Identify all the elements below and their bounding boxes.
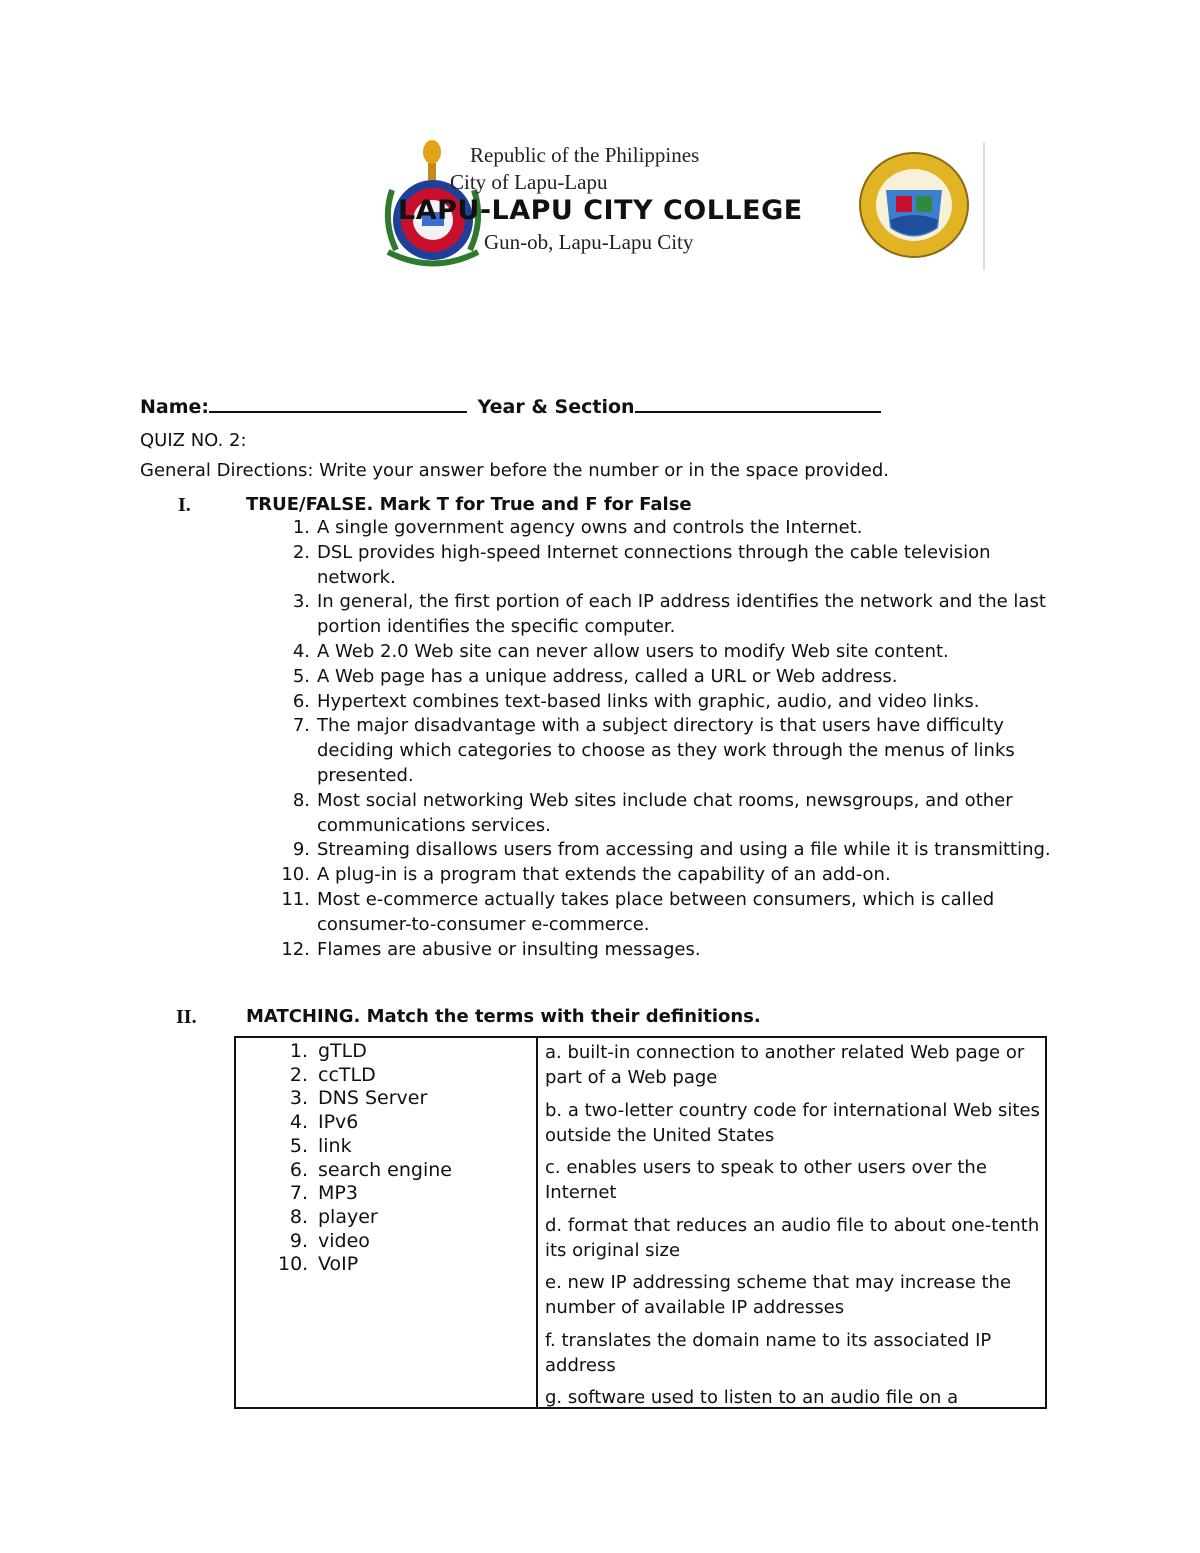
list-item: 8. player — [289, 1205, 378, 1228]
section1-numeral: I. — [178, 494, 191, 516]
list-item: 4. A Web 2.0 Web site can never allow users to modify Web site content. — [292, 640, 949, 662]
list-item: 1. A single government agency owns and controls the Internet. — [292, 517, 863, 538]
definition-item: d. format that reduces an audio file to about one-tenth its original size — [545, 1214, 1040, 1261]
header-divider — [983, 142, 985, 270]
definition-item: g. software used to listen to an audio file on a — [545, 1387, 959, 1408]
definition-item: b. a two-letter country code for international Web sites outside the United States — [545, 1099, 1040, 1146]
list-item: 6. Hypertext combines text-based links with graphic, audio, and video links. — [292, 690, 980, 712]
list-item: 4. IPv6 — [289, 1111, 359, 1134]
section2-title: MATCHING. Match the terms with their definitions. — [246, 1006, 761, 1027]
list-item: 5. A Web page has a unique address, called a URL or Web address. — [292, 665, 898, 687]
list-item: 5. link — [289, 1134, 352, 1157]
name-label: Name: — [140, 396, 210, 418]
section-blank[interactable] — [635, 395, 881, 413]
list-item: 8. Most social networking Web sites include chat rooms, newsgroups, and other communications services. — [292, 789, 1013, 836]
matching-table-divider — [536, 1037, 538, 1408]
list-item: 12. Flames are abusive or insulting messages. — [281, 938, 701, 960]
matching-definitions-list — [545, 1040, 1040, 1418]
city-seal — [856, 150, 972, 260]
city-line: City of Lapu-Lapu — [450, 170, 608, 194]
definition-item: a. built-in connection to another related Web page or part of a Web page — [545, 1042, 1025, 1088]
definition-item: e. new IP addressing scheme that may increase the number of available IP addresses — [545, 1272, 1012, 1318]
college-name: LAPU-LAPU CITY COLLEGE — [398, 195, 803, 226]
name-field-row — [140, 395, 881, 418]
definition-item: c. enables users to speak to other users over the Internet — [545, 1157, 987, 1203]
general-directions: General Directions: Write your answer before the number or in the space provided. — [140, 460, 889, 481]
section2-numeral: II. — [176, 1006, 197, 1028]
matching-terms-list — [278, 1040, 452, 1277]
list-item: 7. The major disadvantage with a subject directory is that users have difficulty deciding which categories to choose as they work through the menus of links presented. — [292, 715, 1015, 786]
list-item: 9. video — [289, 1229, 370, 1252]
address-line: Gun-ob, Lapu-Lapu City — [484, 230, 694, 254]
list-item: 3. DNS Server — [289, 1087, 428, 1110]
list-item: 2. DSL provides high-speed Internet connections through the cable television network. — [292, 541, 991, 588]
name-blank[interactable] — [209, 395, 467, 413]
section-label: Year & Section — [477, 396, 635, 418]
quiz-title: QUIZ NO. 2: — [140, 430, 247, 451]
definition-item: f. translates the domain name to its associated IP address — [545, 1329, 992, 1376]
list-item: 2. ccTLD — [289, 1063, 376, 1086]
list-item: 9. Streaming disallows users from accessing and using a file while it is transmitting. — [292, 839, 1051, 861]
republic-line: Republic of the Philippines — [470, 143, 700, 167]
section1-title: TRUE/FALSE. Mark T for True and F for False — [246, 494, 692, 515]
list-item: 7. MP3 — [289, 1182, 358, 1205]
list-item: 11. Most e-commerce actually takes place between consumers, which is called consumer-to-consumer e-commerce. — [281, 888, 995, 935]
list-item: 3. In general, the first portion of each IP address identifies the network and the last portion identifies the specific computer. — [292, 591, 1046, 638]
list-item: 1. gTLD — [289, 1040, 367, 1062]
list-item: 10. A plug-in is a program that extends the capability of an add-on. — [281, 864, 891, 886]
list-item: 10. VoIP — [278, 1253, 359, 1276]
true-false-list — [280, 516, 1070, 962]
list-item: 6. search engine — [289, 1158, 452, 1181]
